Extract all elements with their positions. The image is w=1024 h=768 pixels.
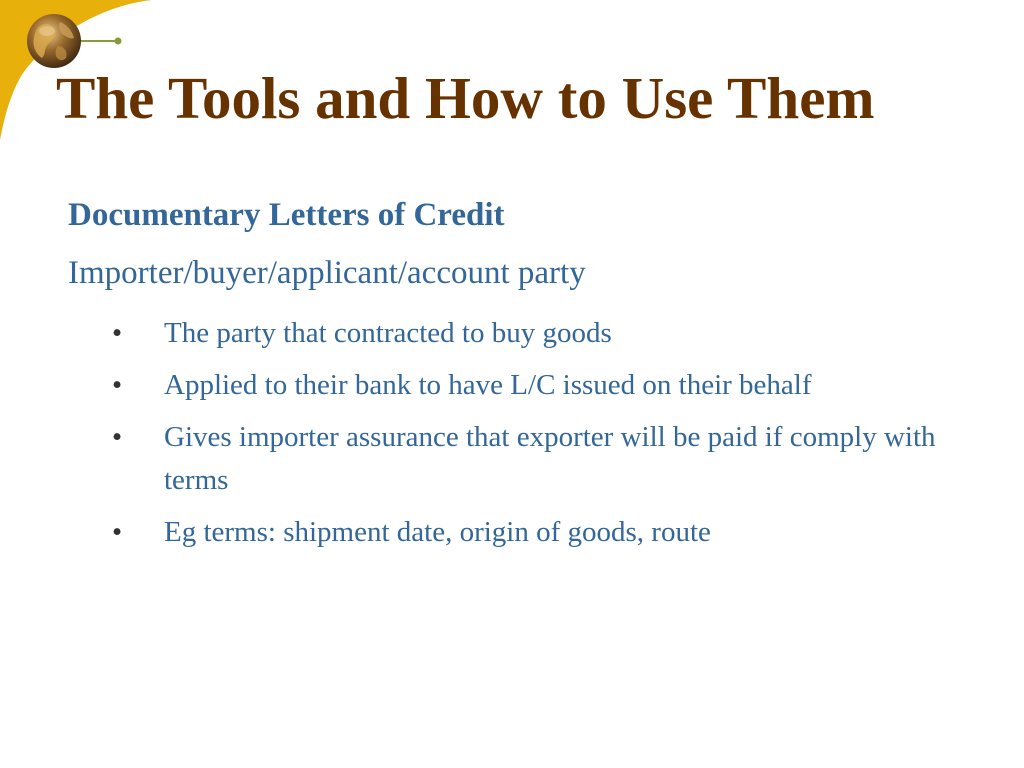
bullet-item [112, 364, 972, 407]
bullet-item [112, 511, 972, 554]
bullet-list [112, 312, 972, 563]
bullet-marker: • [112, 317, 123, 349]
slide-title: The Tools and How to Use Them [56, 65, 875, 131]
globe-icon [27, 14, 81, 68]
bullet-marker: • [112, 421, 123, 453]
bullet-text: Applied to their bank to have L/C issued on their behalf [164, 369, 812, 401]
connector-dot [115, 38, 122, 45]
section-subheading: Importer/buyer/applicant/account party [68, 255, 586, 291]
section-heading: Documentary Letters of Credit [68, 197, 505, 233]
bullet-item [112, 416, 972, 502]
bullet-text: The party that contracted to buy goods [164, 317, 612, 349]
bullet-marker: • [112, 369, 123, 401]
bullet-text: Gives importer assurance that exporter will be paid if comply with terms [164, 421, 936, 496]
bullet-marker: • [112, 516, 123, 548]
bullet-item [112, 312, 972, 355]
bullet-text: Eg terms: shipment date, origin of goods, route [164, 516, 711, 548]
